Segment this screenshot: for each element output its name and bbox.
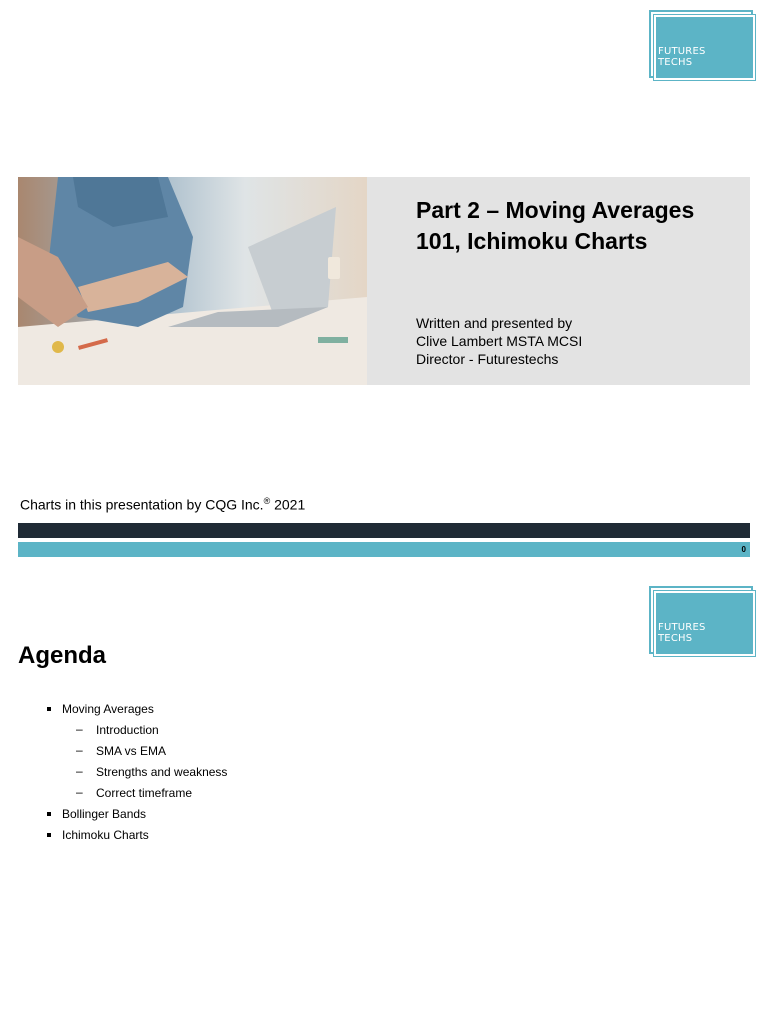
- dash-marker: –: [76, 764, 83, 778]
- logo-line2: TECHS: [658, 633, 693, 644]
- agenda-slide: [0, 576, 768, 1024]
- registered-symbol: ®: [263, 496, 271, 506]
- agenda-item-label: Moving Averages: [62, 702, 154, 716]
- agenda-item-label: Ichimoku Charts: [62, 828, 149, 842]
- square-bullet-icon: [47, 812, 51, 816]
- agenda-subitem-label: SMA vs EMA: [96, 744, 167, 758]
- credits-year: 2021: [270, 496, 306, 513]
- author-line2: Clive Lambert MSTA MCSI: [416, 333, 583, 349]
- title-line2: 101, Ichimoku Charts: [416, 228, 648, 254]
- author-block: [416, 314, 582, 368]
- agenda-subitem-label: Introduction: [96, 723, 159, 737]
- futurestechs-logo: [649, 586, 757, 658]
- agenda-subitem-label: Correct timeframe: [96, 786, 193, 800]
- square-bullet-icon: [47, 707, 51, 711]
- agenda-title: Agenda: [18, 642, 107, 669]
- dash-marker: –: [76, 785, 83, 799]
- hero-photo: [18, 177, 367, 385]
- footer-bar-dark: [18, 523, 750, 538]
- title-line1: Part 2 – Moving Averages: [416, 197, 695, 223]
- author-line3: Director - Futurestechs: [416, 351, 559, 367]
- page-number: 0: [741, 545, 746, 554]
- futurestechs-logo: [649, 10, 757, 82]
- dash-marker: –: [76, 722, 83, 736]
- logo-line1: FUTURES: [658, 46, 706, 57]
- logo-line1: FUTURES: [658, 622, 706, 633]
- agenda-item-label: Bollinger Bands: [62, 807, 147, 821]
- chart-credits: [20, 496, 305, 513]
- author-line1: Written and presented by: [416, 315, 573, 331]
- footer-bar-teal: [18, 542, 750, 557]
- presentation-title: [416, 195, 746, 257]
- title-panel: [367, 177, 750, 385]
- dash-marker: –: [76, 743, 83, 757]
- office-photo-illustration: [18, 177, 367, 385]
- agenda-subitem-label: Strengths and weakness: [96, 765, 228, 779]
- square-bullet-icon: [47, 833, 51, 837]
- credits-text: Charts in this presentation by CQG Inc.: [20, 496, 264, 513]
- logo-line2: TECHS: [658, 57, 693, 68]
